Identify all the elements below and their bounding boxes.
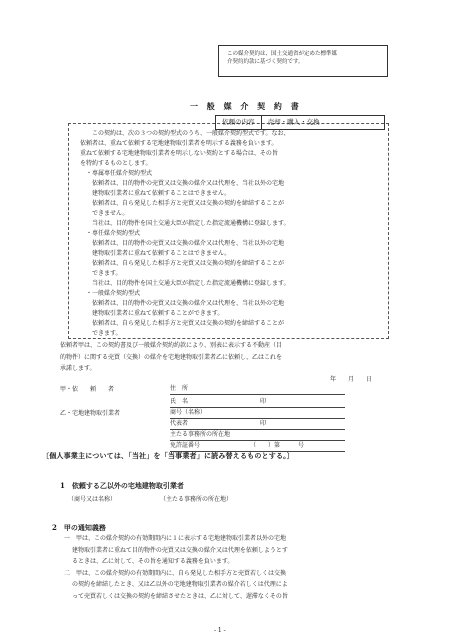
contract-type-line: できません。: [92, 210, 129, 217]
contract-type-line: できます。: [92, 270, 122, 277]
section-2-line: 建物取引業者に重ねて目的物件の売買又は交換の媒介又は代理を依頼しようとす: [72, 546, 288, 554]
notice-line-1: この媒介契約は、国土交通省が定めた標準媒: [227, 51, 338, 57]
request-value: 売却・購入・交換: [267, 118, 320, 126]
date-line: 年 月 日: [330, 376, 373, 383]
intro-paragraph: [60, 340, 282, 375]
contract-type-line: 建物取引業者に重ねて依頼することはできません。: [92, 190, 231, 197]
section-1-col-office: （主たる事務所の所在地）: [160, 496, 233, 503]
party-b-representative: 代表者: [170, 420, 189, 427]
contract-type-line: 依頼者は、自ら発見した相手方と売買又は交換の契約を締結することが: [92, 200, 285, 207]
party-b-label: 乙・宅地建物取引業者: [60, 410, 121, 417]
contract-type-heading: ・専属専任媒介契約型式: [86, 170, 153, 177]
section-2-line: 二 甲は、この媒介契約の有効期間内に、自ら発見した相手方と売買若しくは交換: [64, 569, 287, 577]
section-2-line: るときは、乙に対して、その旨を通知する義務を負います。: [72, 558, 234, 565]
contract-type-line: 建物取引業者に重ねて依頼することができます。: [92, 310, 224, 317]
request-label: 依頼の内容: [222, 118, 255, 126]
contract-type-line: 依頼者は、重ねて依頼する宅地建物取引業者を明示する義務を負います。: [80, 140, 278, 147]
sole-proprietor-note: 〔個人事業主については、「当社」を「当事業者」に読み替えるものとする。〕: [42, 451, 295, 460]
notice-line-2: 介契約約款に基づく契約です。: [227, 59, 304, 65]
contract-type-line: 依頼者は、目的物件の売買又は交換の媒介又は代理を、当社以外の宅地: [92, 300, 285, 307]
section-2-heading: 2 甲の通知義務: [52, 523, 106, 532]
party-b-trade-name: 商号（名称）: [170, 409, 207, 416]
section-2-line: 一 甲は、この媒介契約の有効期間内に１に表示する宅地建物取引業者以外の宅地: [64, 535, 287, 542]
page-number: - 1 -: [214, 627, 226, 634]
section-1-heading: 1 依頼する乙以外の宅地建物取引業者: [60, 481, 184, 490]
contract-type-line: 依頼者は、目的物件の売買又は交換の媒介又は代理を、当社以外の宅地: [92, 180, 285, 187]
intro-line: 依頼者甲は、この契約書及び一般媒介契約約款により、別表に表示する不動産（目: [60, 342, 283, 349]
notice-box: [218, 45, 388, 77]
party-b-license-label: 免許証番号: [170, 442, 201, 449]
contract-type-line: 当社は、目的物件を国土交通大臣が指定した指定流通機構に登録します。: [92, 220, 290, 227]
party-b-office: 主たる事務所の所在地: [170, 431, 231, 438]
section-2-line: の契約を締結したとき、又は乙以外の宅地建物取引業者の媒介若しくは代理によ: [72, 581, 288, 588]
contract-type-line: 依頼者は、自ら発見した相手方と売買又は交換の契約を締結することが: [92, 260, 285, 267]
section-2-body: [64, 533, 288, 602]
contract-type-line: この契約は、次の３つの契約型式のうち、一般媒介契約型式です。なお、: [92, 130, 290, 137]
party-b-seal: 印: [260, 420, 267, 427]
party-a-address: 住 所: [170, 385, 189, 392]
contract-type-line: できます。: [92, 330, 122, 337]
party-a-label: 甲・依 頼 者: [60, 386, 115, 393]
intro-line: 承諾します。: [60, 365, 96, 372]
party-a-name: 氏 名: [170, 398, 189, 405]
intro-line: 的物件）に関する売買（交換）の媒介を宅地建物取引業者乙に依頼し、乙はこれを: [60, 353, 283, 361]
contract-type-line: を特約するものとします。: [80, 160, 152, 167]
contract-type-heading: ・専任媒介契約型式: [86, 230, 141, 237]
contract-type-line: 重ねて依頼する宅地建物取引業者を明示しない契約とする場合は、その旨: [80, 150, 278, 157]
document-title: 一 般 媒 介 契 約 書: [190, 101, 302, 111]
contract-type-line: 依頼者は、自ら発見した相手方と売買又は交換の契約を締結することが: [92, 320, 285, 327]
party-a-seal: 印: [260, 398, 267, 405]
contract-type-line: 建物取引業者に重ねて依頼することはできません。: [92, 250, 231, 257]
party-b-license-number: （ ）第 号: [250, 442, 305, 449]
contract-type-line: 当社は、目的物件を国土交通大臣が指定した指定流通機構に登録します。: [92, 280, 290, 287]
contract-type-line: 依頼者は、目的物件の売買又は交換の媒介又は代理を、当社以外の宅地: [92, 240, 285, 247]
section-2-line: って売買若しくは交換の契約を締結させたときは、乙に対して、遅滞なくその旨: [72, 592, 288, 600]
contract-type-heading: ・一般媒介契約型式: [86, 290, 141, 297]
section-1-col-trade-name: （商号又は名称）: [68, 496, 117, 503]
